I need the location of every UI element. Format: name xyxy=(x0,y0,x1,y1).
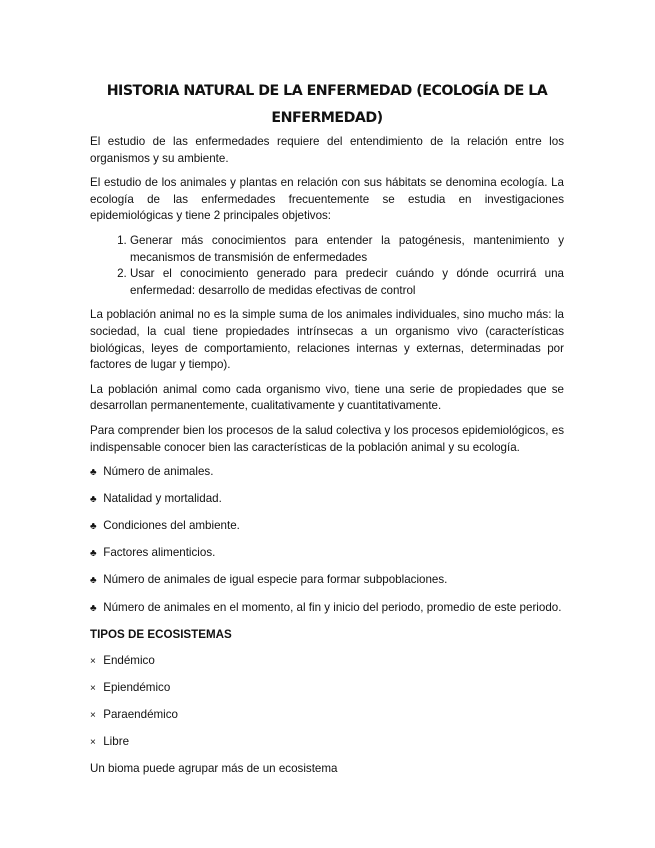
list-item-text: Paraendémico xyxy=(103,707,178,721)
list-item-text: Libre xyxy=(103,735,130,749)
club-bullet-icon: ♣ xyxy=(90,521,97,533)
list-item xyxy=(90,707,564,725)
list-item xyxy=(90,653,564,671)
list-item-text: Epiendémico xyxy=(103,680,171,694)
club-bullet-icon: ♣ xyxy=(90,575,97,587)
cross-bullet-icon: × xyxy=(90,655,96,667)
list-item xyxy=(90,600,564,618)
paragraph-properties: La población animal como cada organismo vivo, tiene una serie de propiedades que se desarrollan permanentemente, cualitativamente y cuantitativamente. xyxy=(90,382,564,413)
list-item xyxy=(90,518,564,536)
club-bullet-icon: ♣ xyxy=(90,548,97,560)
club-bullet-icon: ♣ xyxy=(90,494,97,506)
list-item xyxy=(90,464,564,482)
list-item-text: Factores alimenticios. xyxy=(103,546,216,560)
paragraph-intro: El estudio de las enfermedades requiere del entendimiento de la relación entre los organismos y su ambiente. xyxy=(90,135,564,165)
list-item-text: Endémico xyxy=(103,653,155,667)
list-item-text: Condiciones del ambiente. xyxy=(103,519,240,533)
club-bullet-icon: ♣ xyxy=(90,467,97,479)
objective-item: 1. Generar más conocimientos para entender la patogénesis, mantenimiento y mecanismos de transmisión de enfermedades xyxy=(130,233,564,266)
cross-bullet-icon: × xyxy=(90,737,96,749)
club-bullet-icon: ♣ xyxy=(90,602,97,614)
list-item-text: Número de animales de igual especie para formar subpoblaciones. xyxy=(103,573,448,587)
list-item xyxy=(90,572,564,590)
paragraph-ecology: El estudio de los animales y plantas en relación con sus hábitats se denomina ecología. La ecología de las enfermedades frecuentemente se estudia en investigaciones epidemiológicas y tiene 2 principales objetivos: xyxy=(90,176,564,223)
list-item xyxy=(90,734,564,752)
list-item xyxy=(90,491,564,509)
objectives-list xyxy=(90,233,564,299)
list-item xyxy=(90,545,564,563)
document-page xyxy=(90,78,564,786)
ecosystems-heading: TIPOS DE ECOSISTEMAS xyxy=(90,627,232,641)
cross-bullet-icon: × xyxy=(90,709,96,721)
list-item-text: Número de animales en el momento, al fin y inicio del periodo, promedio de este periodo. xyxy=(103,600,562,614)
objective-item: 2. Usar el conocimiento generado para predecir cuándo y dónde ocurrirá una enfermedad: desarrollo de medidas efectivas de control xyxy=(130,266,564,299)
list-item xyxy=(90,680,564,698)
paragraph-closing: Un bioma puede agrupar más de un ecosistema xyxy=(90,762,338,776)
cross-bullet-icon: × xyxy=(90,682,96,694)
title-line-2: ENFERMEDAD) xyxy=(271,110,383,126)
list-item-text: Número de animales. xyxy=(103,465,214,479)
paragraph-population: La población animal no es la simple suma de los animales individuales, sino mucho más: la sociedad, la cual tiene propiedades intrínsecas a un organismo vivo (características biológicas, leyes de comportamiento, relaciones internas y externas, determinadas por factores de lugar y tiempo). xyxy=(90,308,564,372)
paragraph-collective-health: Para comprender bien los procesos de la salud colectiva y los procesos epidemiológicos, es indispensable conocer bien las características de la población animal y su ecología. xyxy=(90,423,564,454)
document-title xyxy=(90,78,564,132)
list-item-text: Natalidad y mortalidad. xyxy=(103,492,222,506)
title-line-1: HISTORIA NATURAL DE LA ENFERMEDAD (ECOLOGÍA DE LA xyxy=(106,83,548,99)
